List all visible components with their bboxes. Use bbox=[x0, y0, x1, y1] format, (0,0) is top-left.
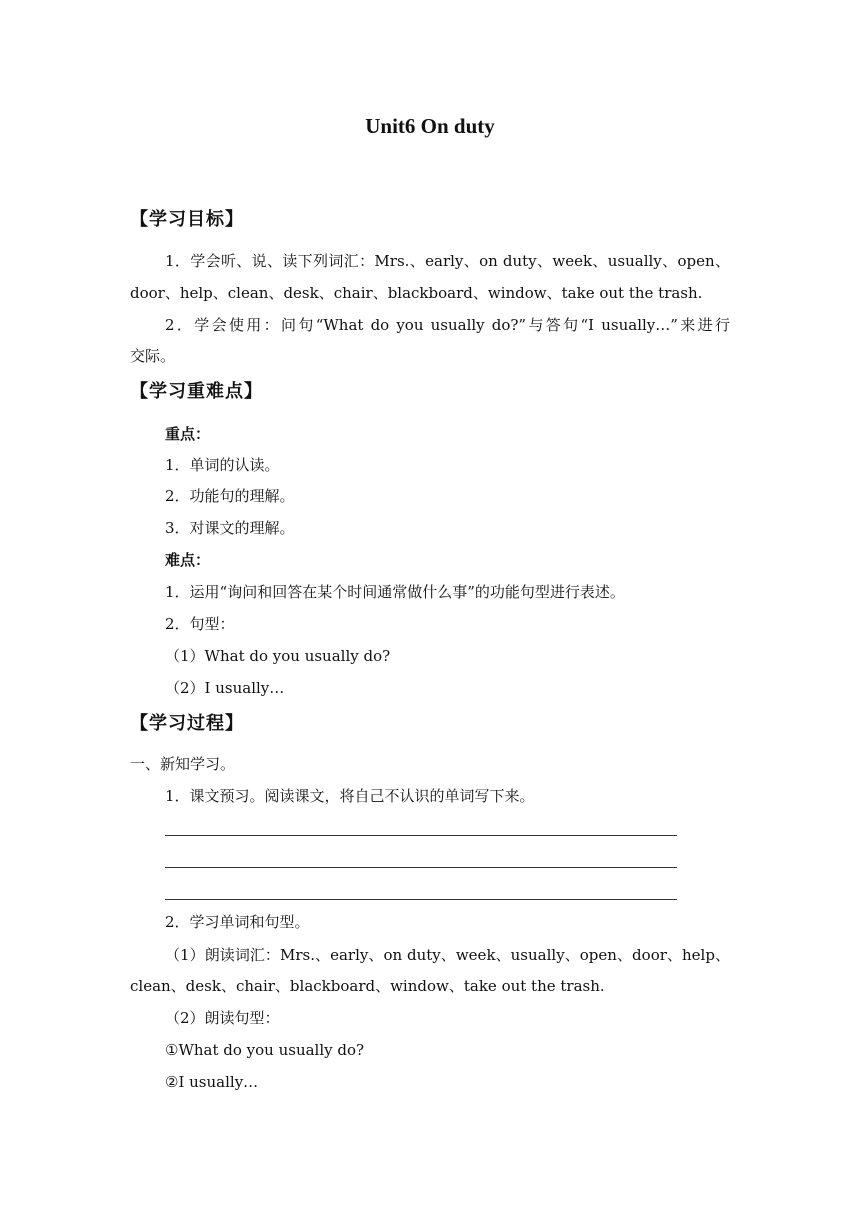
difficult-point-item: 1．运用“询问和回答在某个时间通常做什么事”的功能句型进行表述。 bbox=[165, 583, 625, 601]
goal-2-line-1: 2．学会使用：问句“What do you usually do?”与答句“I usually…”来进行 bbox=[165, 316, 730, 334]
answer-line[interactable] bbox=[165, 899, 677, 900]
heading-learning-goals: 【学习目标】 bbox=[130, 209, 244, 230]
answer-line[interactable] bbox=[165, 867, 677, 868]
key-point-item: 3．对课文的理解。 bbox=[165, 519, 295, 537]
step-learn-words: 2．学习单词和句型。 bbox=[165, 913, 310, 931]
sentence-item: ②I usually… bbox=[165, 1073, 259, 1091]
goal-1-line-1: 1．学会听、说、读下列词汇：Mrs.、early、on duty、week、usually、open、 bbox=[165, 252, 730, 270]
key-point-item: 2．功能句的理解。 bbox=[165, 487, 295, 505]
difficult-point-item: （2）I usually… bbox=[165, 679, 285, 697]
answer-line[interactable] bbox=[165, 835, 677, 836]
difficult-point-item: 2．句型： bbox=[165, 615, 235, 633]
read-vocab-line-1: （1）朗读词汇：Mrs.、early、on duty、week、usually、open、door、help、 bbox=[165, 946, 730, 964]
sentence-item: ①What do you usually do? bbox=[165, 1041, 365, 1059]
part-new-knowledge: 一、新知学习。 bbox=[130, 755, 236, 773]
goal-2-line-2: 交际。 bbox=[130, 347, 176, 365]
difficult-points-label: 难点： bbox=[165, 551, 211, 569]
heading-learning-process: 【学习过程】 bbox=[130, 713, 244, 734]
key-point-item: 1．单词的认读。 bbox=[165, 456, 280, 474]
read-vocab-line-2: clean、desk、chair、blackboard、window、take out the trash. bbox=[130, 977, 605, 995]
read-sentences-label: （2）朗读句型： bbox=[165, 1009, 280, 1027]
heading-key-difficult-points: 【学习重难点】 bbox=[130, 381, 263, 402]
goal-1-line-2: door、help、clean、desk、chair、blackboard、window、take out the trash. bbox=[130, 284, 703, 302]
step-preview: 1．课文预习。阅读课文，将自己不认识的单词写下来。 bbox=[165, 787, 535, 805]
difficult-point-item: （1）What do you usually do? bbox=[165, 647, 391, 665]
key-points-label: 重点： bbox=[165, 425, 211, 443]
document-title: Unit6 On duty bbox=[365, 114, 495, 138]
